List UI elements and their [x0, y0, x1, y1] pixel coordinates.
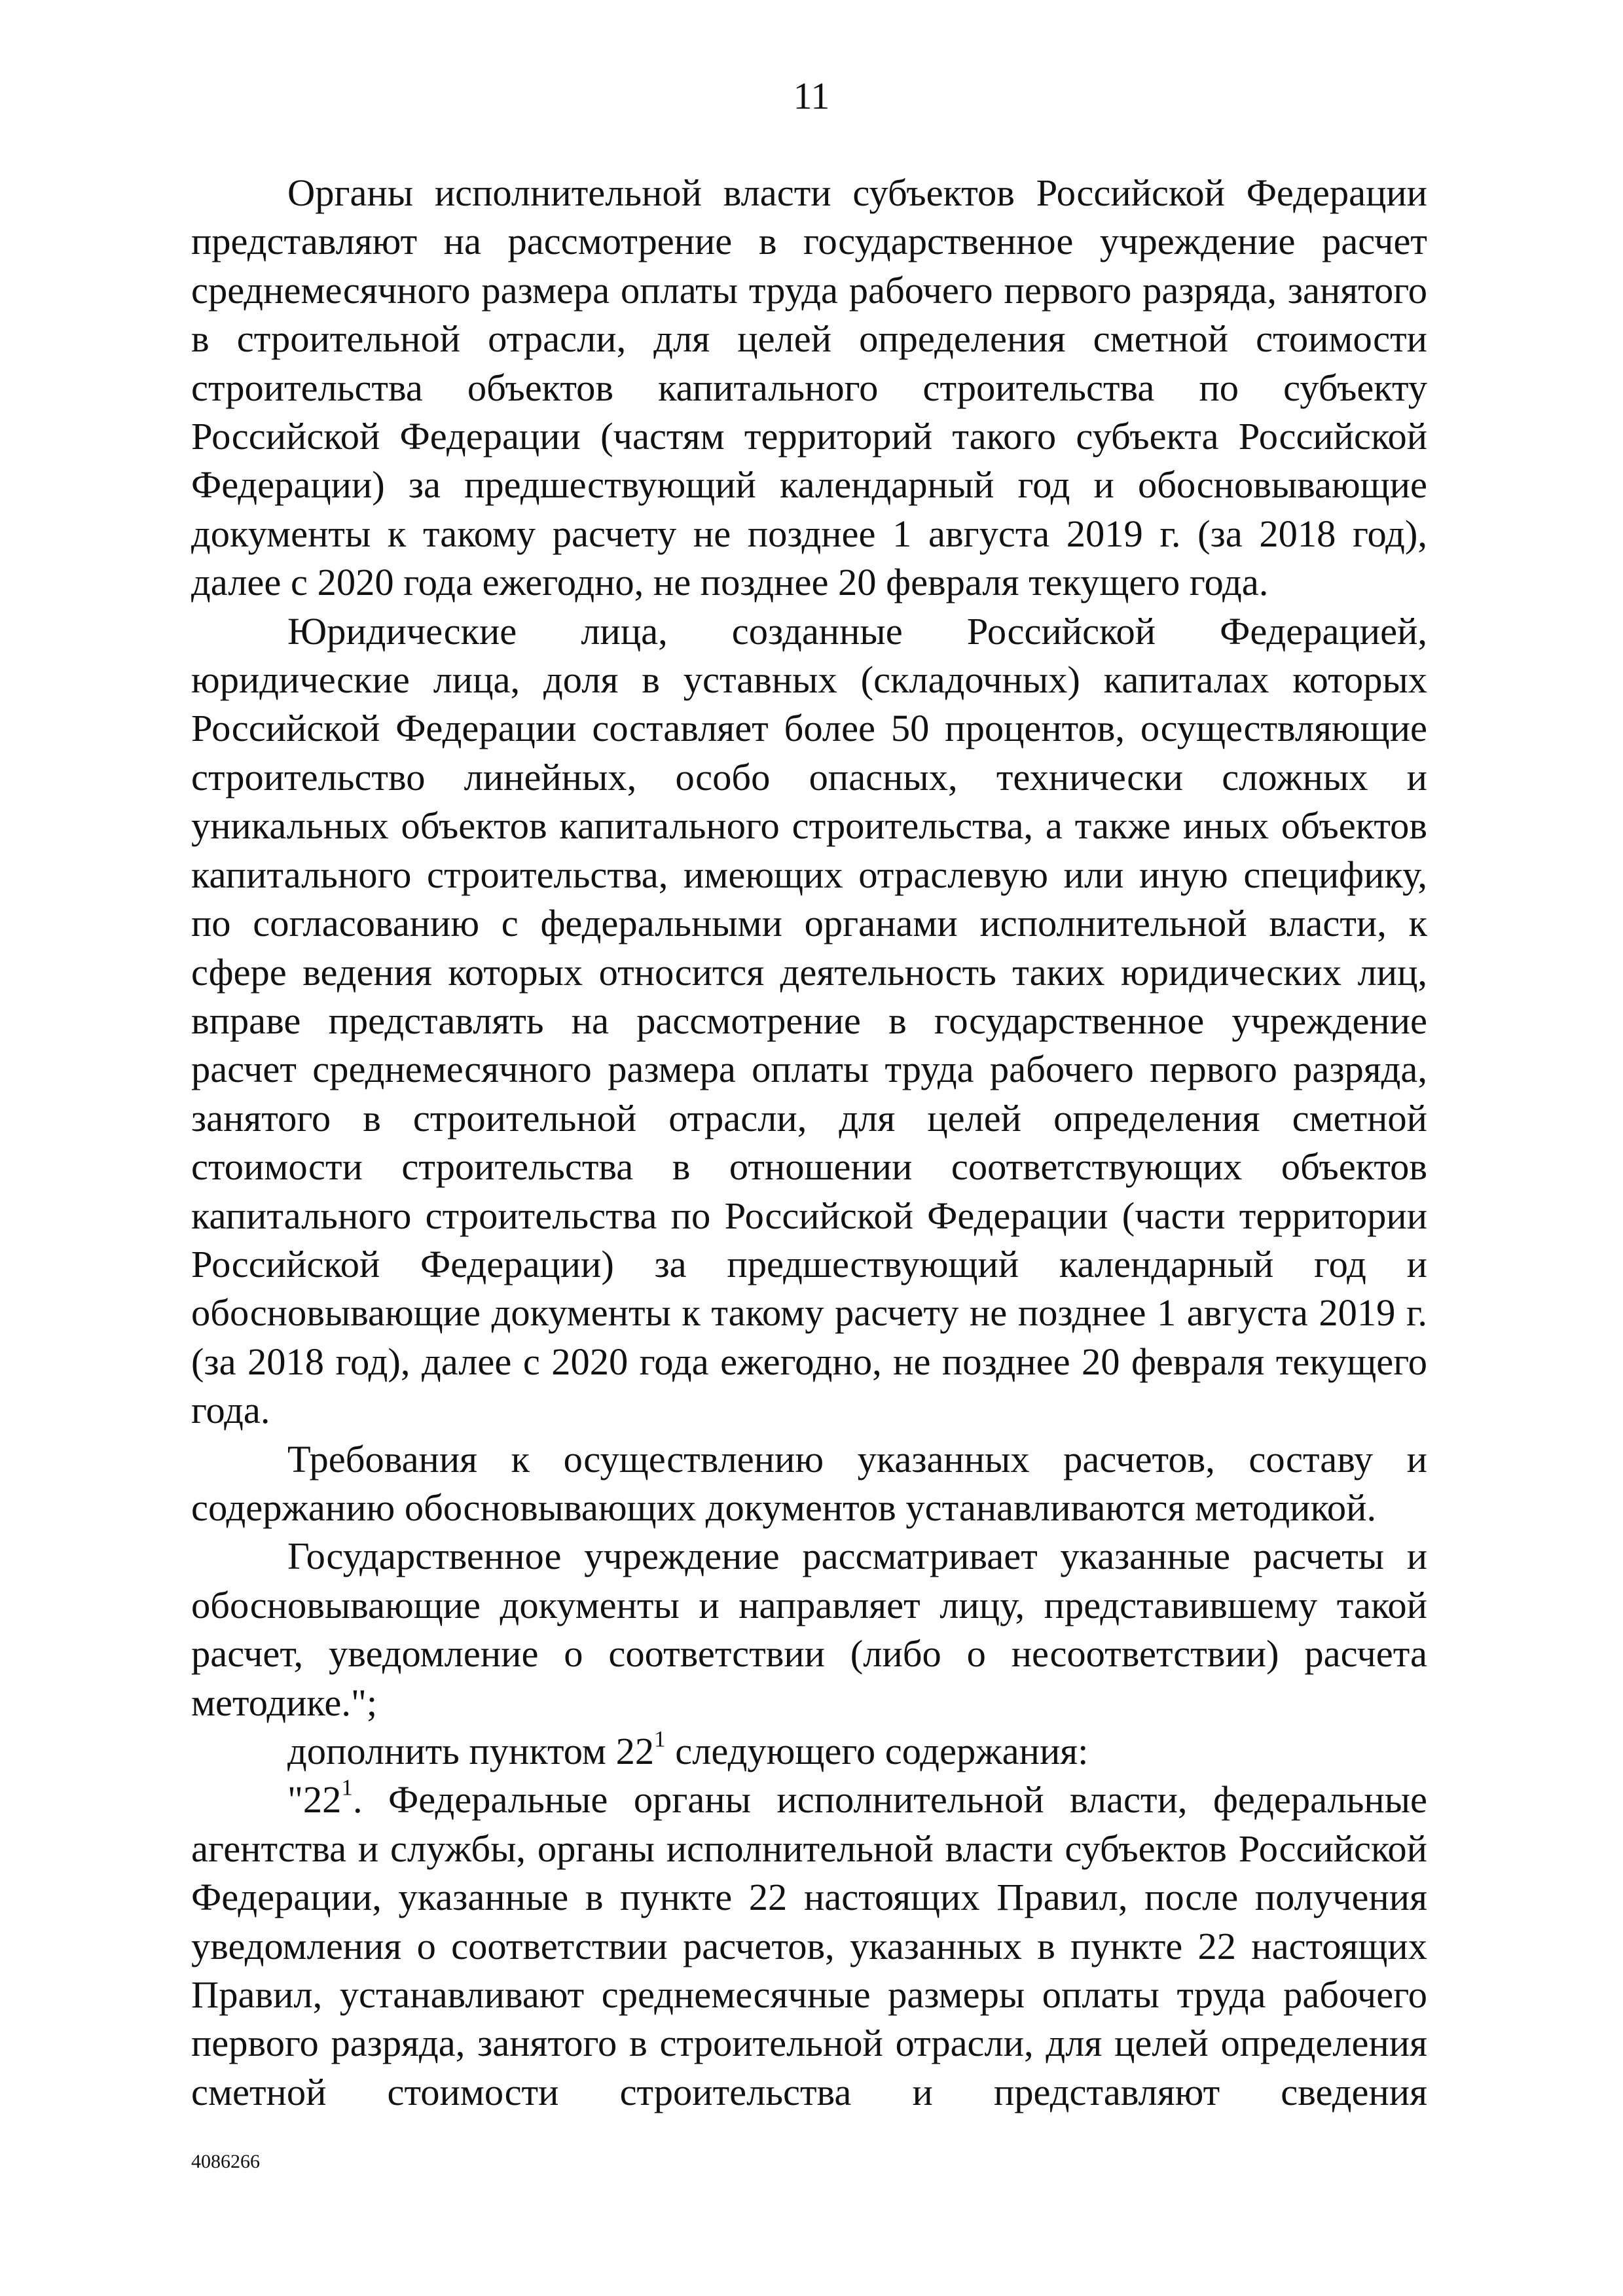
supplement-text-end: следующего содержания: — [665, 1730, 1089, 1772]
paragraph-state-institution: Государственное учреждение рассматривает указанные расчеты и обосновывающие документы и направляет лицу, представившему такой расчет, уведомление о соответствии (либо о несоответствии) расчета методике."; — [191, 1535, 1427, 1724]
paragraph-legal-entities: Юридические лица, созданные Российской Федерацией, юридические лица, доля в уставных (складочных) капиталах которых Российской Федерации составляет более 50 процентов, осуществляющие строительство линейных, особо опасных, технически сложных и уникальных объектов капитального строительства, а также иных объектов капитального строительства, имеющих отраслевую или иную специфику, по согласованию с федеральными органами исполнительной власти, к сфере ведения которых относится деятельность таких юридических лиц, вправе представлять на рассмотрение в государственное учреждение расчет среднемесячного размера оплаты труда рабочего первого разряда, занятого в строительной отрасли, для целей определения сметной стоимости строительства в отношении соответствующих объектов капитального строительства по Российской Федерации (части территории Российской Федерации) за предшествующий календарный год и обосновывающие документы к такому расчету не позднее 1 августа 2019 г. (за 2018 год), далее с 2020 года ежегодно, не позднее 20 февраля текущего года. — [191, 609, 1427, 1432]
new-item-text: . Федеральные органы исполнительной власти, федеральные агентства и службы, органы исполнительной власти субъектов Российской Федерации, указанные в пункте 22 настоящих Правил, после получения уведомления о соответствии расчетов, указанных в пункте 22 настоящих Правил, устанавливают среднемесячные размеры оплаты труда рабочего первого разряда, занятого в строительной отрасли, для целей определения сметной стоимости строительства и представляют сведения — [191, 1778, 1427, 2113]
paragraph-supplement — [191, 1727, 1427, 1776]
new-item-number: "22 — [287, 1778, 342, 1821]
supplement-superscript: 1 — [654, 1726, 666, 1752]
paragraph-new-item-22-1 — [191, 1776, 1427, 2117]
paragraph-regional-authorities: Органы исполнительной власти субъектов Российской Федерации представляют на рассмотрение в государственное учреждение расчет среднемесячного размера оплаты труда рабочего первого разряда, занятого в строительной отрасли, для целей определения сметной стоимости строительства объектов капитального строительства по субъекту Российской Федерации (частям территорий такого субъекта Российской Федерации) за предшествующий календарный год и обосновывающие документы к такому расчету не позднее 1 августа 2019 г. (за 2018 год), далее с 2020 года ежегодно, не позднее 20 февраля текущего года. — [191, 171, 1427, 604]
page-number: 11 — [793, 75, 830, 117]
document-body — [191, 169, 1427, 2117]
new-item-superscript: 1 — [341, 1775, 353, 1801]
paragraph-requirements: Требования к осуществлению указанных расчетов, составу и содержанию обосновывающих документов устанавливаются методикой. — [191, 1437, 1427, 1529]
supplement-text: дополнить пунктом 22 — [287, 1730, 655, 1772]
document-code: 4086266 — [191, 2151, 260, 2172]
